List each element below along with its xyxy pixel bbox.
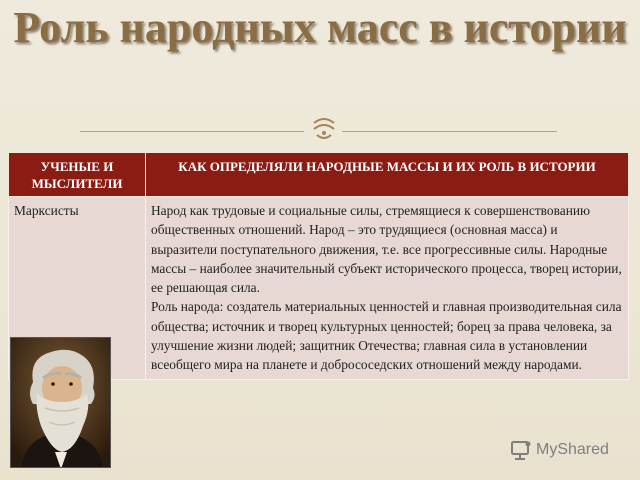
slide-title: Роль народных масс в истории <box>13 3 627 52</box>
title-divider-right <box>342 131 557 132</box>
header-definition: КАК ОПРЕДЕЛЯЛИ НАРОДНЫЕ МАССЫ И ИХ РОЛЬ В ИСТОРИИ <box>146 153 629 197</box>
title-divider-left <box>80 131 304 132</box>
definition-text: Народ как трудовые и социальные силы, стремящиеся к совершенствованию общественных отношений. Народ – это трудящиеся (основная масса) и выразители поступательного движения, т.е. все прогрессивные силы. Народные массы – наиболее значительный субъект исторического процесса, творец истории, ее решающая сила. <box>151 203 622 296</box>
myshared-watermark <box>510 438 609 462</box>
table-header-row <box>9 153 629 197</box>
role-text: Роль народа: создатель материальных ценностей и главная производительная сила общества; источник и творец культурных ценностей; борец за права человека, за улучшение жизни людей; защитник Отечества; главная сила в установлении всеобщего мира на планете и добрососедских отношений между народами. <box>151 299 622 373</box>
definition-cell <box>146 197 629 380</box>
myshared-logo-icon <box>510 439 532 461</box>
header-thinkers: УЧЕНЫЕ И МЫСЛИТЕЛИ <box>9 153 146 197</box>
thinker-cell: Марксисты <box>9 197 146 380</box>
watermark-text: MyShared <box>536 441 609 458</box>
portrait-image <box>10 337 111 468</box>
portrait-photo-icon <box>11 338 111 468</box>
ornament-icon <box>308 113 340 145</box>
